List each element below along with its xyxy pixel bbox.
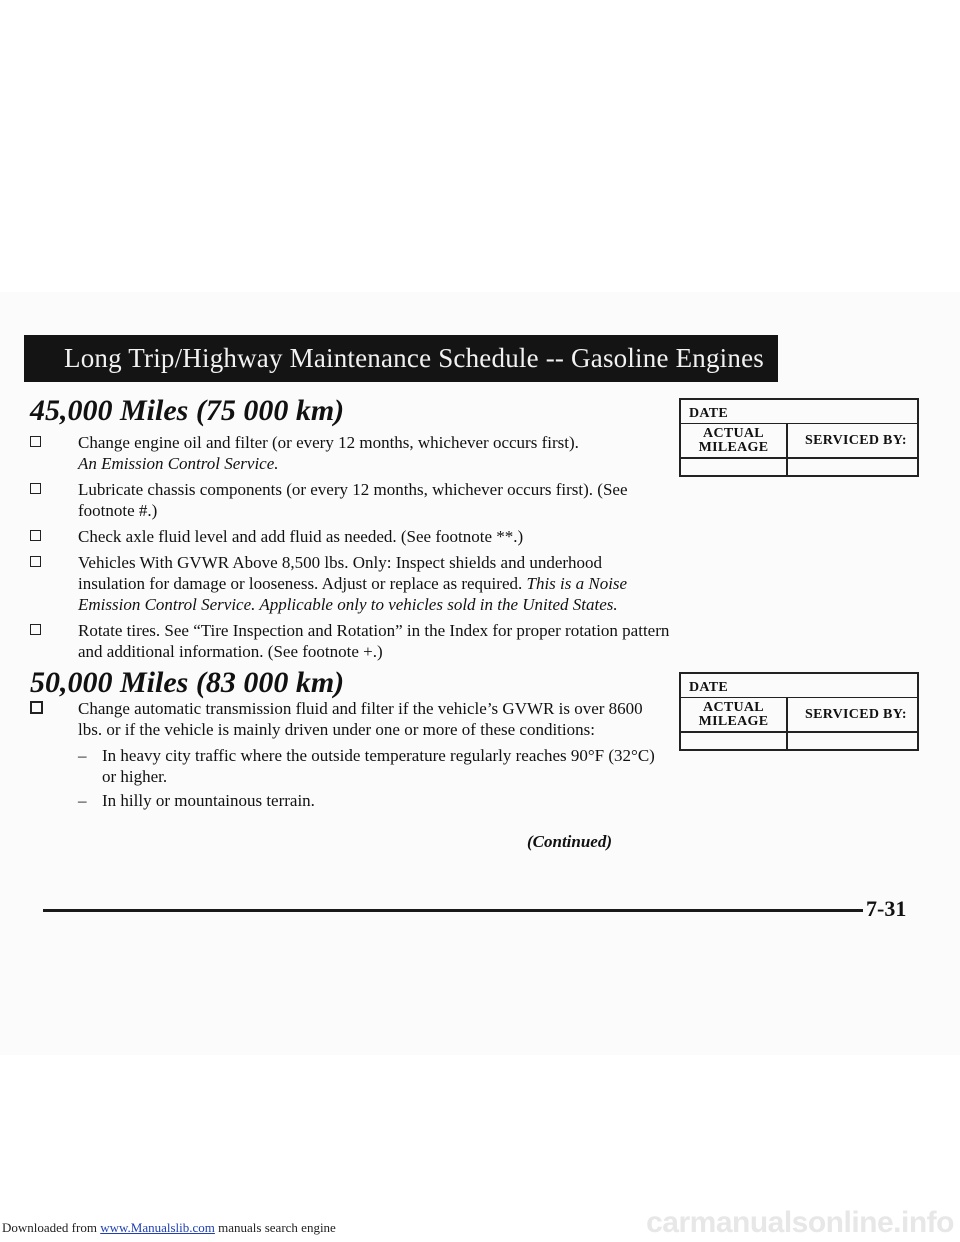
service-log-50000 <box>679 672 919 751</box>
item-note: This is a Noise Emission Control Service. Applicable only to vehicles sold in the United States. <box>78 574 628 614</box>
continued-label: (Continued) <box>527 832 613 851</box>
checklist-item <box>30 432 670 474</box>
item-text: Rotate tires. See “Tire Inspection and Rotation” in the Index for proper rotation pattern and additional information. (See footnote +.) <box>78 621 670 661</box>
checklist-item <box>30 698 670 740</box>
section-45000-list <box>30 432 670 667</box>
log-entry-row[interactable] <box>681 456 917 477</box>
log-mileage-cell[interactable] <box>681 456 788 477</box>
page-number: 7-31 <box>866 896 907 921</box>
site-watermark: carmanualsonline.info <box>646 1206 954 1239</box>
checkbox-icon[interactable] <box>30 624 41 635</box>
footer-suffix: manuals search engine <box>214 1220 336 1235</box>
checkbox-icon[interactable] <box>30 436 41 447</box>
dash-bullet: – <box>78 746 87 765</box>
service-log-45000 <box>679 398 919 477</box>
item-text: Check axle fluid level and add fluid as needed. (See footnote **.) <box>78 527 524 546</box>
log-mileage-label: ACTUAL MILEAGE <box>681 698 788 731</box>
section-heading-45000: 45,000 Miles (75 000 km) <box>30 394 345 427</box>
item-text: Change engine oil and filter (or every 12 months, whichever occurs first). <box>78 433 579 452</box>
checklist-item <box>30 552 670 615</box>
log-mileage-label: ACTUAL MILEAGE <box>681 424 788 457</box>
item-text: Lubricate chassis components (or every 12 months, whichever occurs first). (See footnote #.) <box>78 480 628 520</box>
log-header-row <box>681 423 917 459</box>
footer-prefix: Downloaded from <box>2 1220 101 1235</box>
checklist-item <box>30 620 670 662</box>
section-heading-50000: 50,000 Miles (83 000 km) <box>30 666 345 699</box>
log-mileage-cell[interactable] <box>681 730 788 751</box>
log-serviced-label: SERVICED BY: <box>805 707 907 722</box>
log-header-row <box>681 697 917 733</box>
checkbox-icon[interactable] <box>30 556 41 567</box>
condition-item <box>30 745 670 787</box>
item-note: An Emission Control Service. <box>78 454 279 473</box>
dash-bullet: – <box>78 791 87 810</box>
page-banner: Long Trip/Highway Maintenance Schedule -- Gasoline Engines <box>24 335 778 382</box>
log-entry-row[interactable] <box>681 730 917 751</box>
log-serviced-label: SERVICED BY: <box>805 433 907 448</box>
checkbox-icon[interactable] <box>30 701 43 714</box>
item-text: Vehicles With GVWR Above 8,500 lbs. Only: Inspect shields and underhood insulation for damage or looseness. Adjust or replace as required. <box>78 553 603 593</box>
checkbox-icon[interactable] <box>30 530 41 541</box>
checkbox-icon[interactable] <box>30 483 41 494</box>
condition-text: In heavy city traffic where the outside temperature regularly reaches 90°F (32°C) or higher. <box>102 746 655 786</box>
footer-rule <box>43 909 863 912</box>
checklist-item <box>30 526 670 547</box>
log-date-label: DATE <box>689 680 729 695</box>
condition-text: In hilly or mountainous terrain. <box>102 791 315 810</box>
section-50000-list <box>30 698 670 814</box>
log-date-label: DATE <box>689 406 729 421</box>
condition-item <box>30 790 670 811</box>
download-footer <box>2 1220 336 1236</box>
manualslib-link[interactable]: www.Manualslib.com <box>100 1220 215 1235</box>
checklist-item <box>30 479 670 521</box>
item-text: Change automatic transmission fluid and filter if the vehicle’s GVWR is over 8600 lbs. or if the vehicle is mainly driven under one or more of these conditions: <box>78 699 643 739</box>
